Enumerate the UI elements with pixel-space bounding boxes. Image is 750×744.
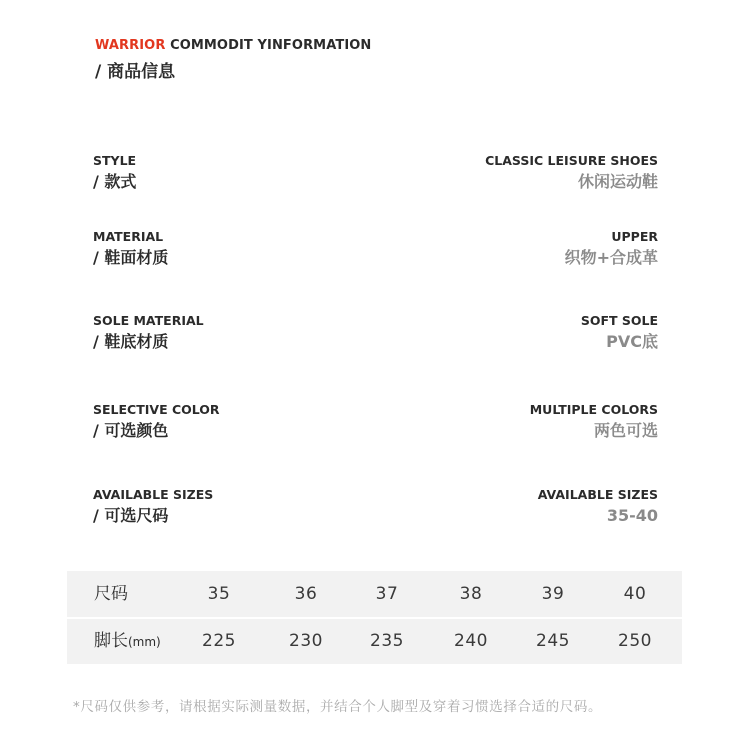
size-cell: 36 <box>294 584 318 604</box>
size-table <box>67 571 682 664</box>
spec-label <box>93 487 213 526</box>
spec-label-cn: / 可选尺码 <box>93 506 169 525</box>
header-title-cn: / 商品信息 <box>95 62 176 82</box>
spec-label <box>93 402 220 441</box>
spec-row-material <box>93 229 658 275</box>
length-cell: 240 <box>454 631 488 651</box>
size-cell: 38 <box>459 584 483 604</box>
spec-value <box>485 153 658 192</box>
spec-value-en: UPPER <box>611 229 658 244</box>
spec-label <box>93 229 168 268</box>
spec-value <box>530 402 658 441</box>
spec-value <box>581 313 658 352</box>
spec-label <box>93 153 136 192</box>
spec-label <box>93 313 204 352</box>
spec-label-en: SOLE MATERIAL <box>93 313 204 328</box>
size-cell: 39 <box>541 584 565 604</box>
length-cell: 250 <box>618 631 652 651</box>
foot-length-row-label <box>94 618 161 664</box>
length-cell: 245 <box>536 631 570 651</box>
header-title-en <box>95 38 371 53</box>
header-title-rest: COMMODIT YINFORMATION <box>165 38 372 53</box>
foot-length-unit: (mm) <box>128 635 161 649</box>
spec-value-cn: 休闲运动鞋 <box>577 172 658 191</box>
length-cell: 230 <box>289 631 323 651</box>
size-footnote: *尺码仅供参考，请根据实际测量数据，并结合个人脚型及穿着习惯选择合适的尺码。 <box>73 699 603 715</box>
brand-name: WARRIOR <box>95 38 166 53</box>
length-cell: 235 <box>370 631 404 651</box>
spec-row-available-sizes <box>93 487 658 533</box>
spec-row-style <box>93 153 658 199</box>
spec-value-cn: 织物+合成革 <box>564 248 658 267</box>
spec-label-cn: / 鞋底材质 <box>93 332 169 351</box>
spec-label-en: SELECTIVE COLOR <box>93 402 220 417</box>
spec-value <box>565 229 658 268</box>
spec-row-selective-color <box>93 402 658 448</box>
spec-label-cn: / 鞋面材质 <box>93 248 169 267</box>
spec-value-en: SOFT SOLE <box>580 313 658 328</box>
section-header <box>95 38 371 82</box>
spec-value-cn: 两色可选 <box>593 421 658 440</box>
spec-value-cn: 35-40 <box>606 506 658 525</box>
spec-value-cn: PVC底 <box>606 332 658 351</box>
foot-length-label: 脚长 <box>94 631 128 651</box>
spec-value-en: MULTIPLE COLORS <box>529 402 658 417</box>
spec-label-cn: / 可选颜色 <box>93 421 169 440</box>
size-row <box>67 571 682 617</box>
spec-label-cn: / 款式 <box>93 172 137 191</box>
spec-label-en: STYLE <box>93 153 137 168</box>
spec-value <box>538 487 658 526</box>
length-cell: 225 <box>202 631 236 651</box>
size-cell: 35 <box>207 584 231 604</box>
spec-value-en: AVAILABLE SIZES <box>537 487 658 502</box>
foot-length-row <box>67 618 682 664</box>
size-cell: 37 <box>375 584 399 604</box>
spec-label-en: MATERIAL <box>93 229 164 244</box>
size-row-label: 尺码 <box>94 584 128 604</box>
spec-value-en: CLASSIC LEISURE SHOES <box>485 153 658 168</box>
spec-row-sole-material <box>93 313 658 359</box>
size-cell: 40 <box>623 584 647 604</box>
spec-label-en: AVAILABLE SIZES <box>93 487 214 502</box>
